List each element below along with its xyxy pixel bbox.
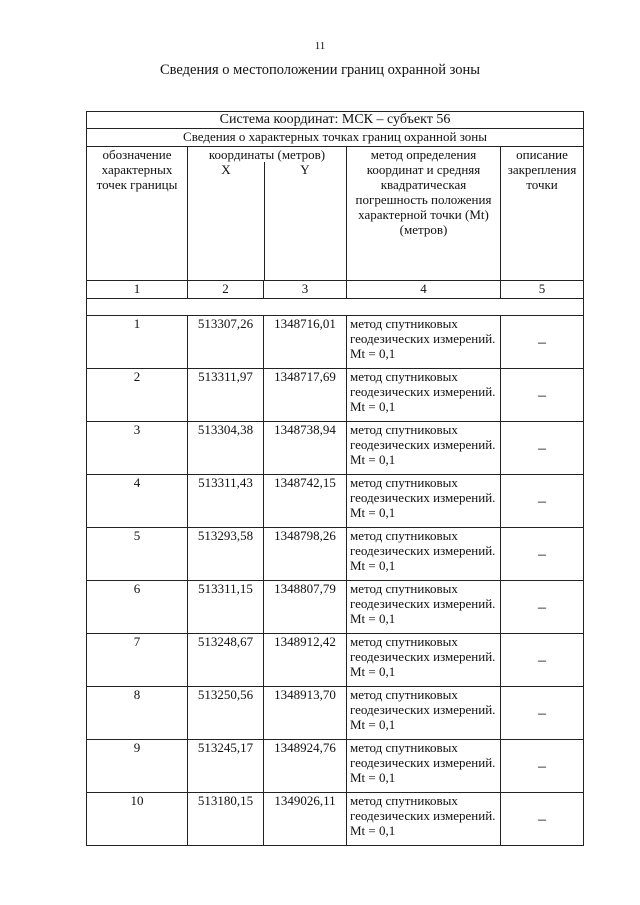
point-number: 5 — [87, 528, 188, 581]
header-coordinates-label: координаты (метров) — [208, 147, 326, 162]
coord-y: 1348913,70 — [264, 687, 347, 740]
point-description: – — [501, 634, 584, 687]
col-num-3: 3 — [264, 281, 347, 299]
method-text: метод спутниковых геодезических измерений. Mt = 0,1 — [347, 422, 501, 475]
coord-y: 1349026,11 — [264, 793, 347, 846]
coord-x: 513311,15 — [188, 581, 264, 634]
point-number: 7 — [87, 634, 188, 687]
method-text: метод спутниковых геодезических измерений. Mt = 0,1 — [347, 369, 501, 422]
coord-y: 1348912,42 — [264, 634, 347, 687]
point-number: 2 — [87, 369, 188, 422]
point-description: – — [501, 422, 584, 475]
header-y: Y — [300, 162, 310, 177]
coord-x: 513250,56 — [188, 687, 264, 740]
method-text: метод спутниковых геодезических измерений. Mt = 0,1 — [347, 581, 501, 634]
table-subtitle: Сведения о характерных точках границ охранной зоны — [87, 129, 584, 147]
table-row — [87, 793, 584, 846]
point-number: 3 — [87, 422, 188, 475]
point-description: – — [501, 740, 584, 793]
table-row — [87, 634, 584, 687]
method-text: метод спутниковых геодезических измерений. Mt = 0,1 — [347, 634, 501, 687]
boundary-points-table — [86, 111, 584, 846]
point-description: – — [501, 793, 584, 846]
point-number: 10 — [87, 793, 188, 846]
method-text: метод спутниковых геодезических измерений. Mt = 0,1 — [347, 316, 501, 369]
table-row — [87, 475, 584, 528]
coord-x: 513311,97 — [188, 369, 264, 422]
method-text: метод спутниковых геодезических измерений. Mt = 0,1 — [347, 475, 501, 528]
point-description: – — [501, 687, 584, 740]
method-text: метод спутниковых геодезических измерений. Mt = 0,1 — [347, 687, 501, 740]
header-method: метод определения координат и средняя квадратическая погрешность положения характерной точки (Mt) (метров) — [347, 147, 501, 281]
document-title: Сведения о местоположении границ охранной зоны — [159, 62, 480, 78]
col-num-1: 1 — [87, 281, 188, 299]
table-row — [87, 369, 584, 422]
column-numbers-row — [87, 281, 584, 299]
table-row — [87, 316, 584, 369]
table-row — [87, 687, 584, 740]
header-row — [87, 147, 584, 281]
col-num-4: 4 — [347, 281, 501, 299]
header-xy-divider — [264, 162, 265, 281]
table-row — [87, 528, 584, 581]
spacer-row — [87, 299, 584, 316]
coord-y: 1348924,76 — [264, 740, 347, 793]
header-coordinates — [188, 147, 347, 281]
coord-x: 513307,26 — [188, 316, 264, 369]
method-text: метод спутниковых геодезических измерений. Mt = 0,1 — [347, 740, 501, 793]
coord-y: 1348716,01 — [264, 316, 347, 369]
table-row — [87, 581, 584, 634]
point-number: 4 — [87, 475, 188, 528]
col-num-5: 5 — [501, 281, 584, 299]
point-description: – — [501, 316, 584, 369]
coord-y: 1348798,26 — [264, 528, 347, 581]
point-number: 1 — [87, 316, 188, 369]
header-description: описание закрепления точки — [501, 147, 584, 281]
header-point-designation: обозначение характерных точек границы — [87, 147, 188, 281]
coord-x: 513293,58 — [188, 528, 264, 581]
coordinate-system-label: Система координат: МСК – субъект 56 — [87, 112, 584, 129]
header-x: X — [221, 162, 231, 177]
coord-y: 1348738,94 — [264, 422, 347, 475]
coord-x: 513311,43 — [188, 475, 264, 528]
coord-x: 513248,67 — [188, 634, 264, 687]
coord-x: 513304,38 — [188, 422, 264, 475]
spacer-cell — [87, 299, 584, 316]
coord-y: 1348807,79 — [264, 581, 347, 634]
coord-x: 513180,15 — [188, 793, 264, 846]
point-description: – — [501, 369, 584, 422]
col-num-2: 2 — [188, 281, 264, 299]
coord-x: 513245,17 — [188, 740, 264, 793]
point-description: – — [501, 475, 584, 528]
coordinate-system-row — [87, 112, 584, 129]
page-number: 11 — [314, 40, 326, 52]
coord-y: 1348742,15 — [264, 475, 347, 528]
point-number: 8 — [87, 687, 188, 740]
table-row — [87, 422, 584, 475]
subtitle-row — [87, 129, 584, 147]
table-row — [87, 740, 584, 793]
point-description: – — [501, 528, 584, 581]
method-text: метод спутниковых геодезических измерений. Mt = 0,1 — [347, 793, 501, 846]
point-number: 9 — [87, 740, 188, 793]
coord-y: 1348717,69 — [264, 369, 347, 422]
point-description: – — [501, 581, 584, 634]
point-number: 6 — [87, 581, 188, 634]
method-text: метод спутниковых геодезических измерений. Mt = 0,1 — [347, 528, 501, 581]
